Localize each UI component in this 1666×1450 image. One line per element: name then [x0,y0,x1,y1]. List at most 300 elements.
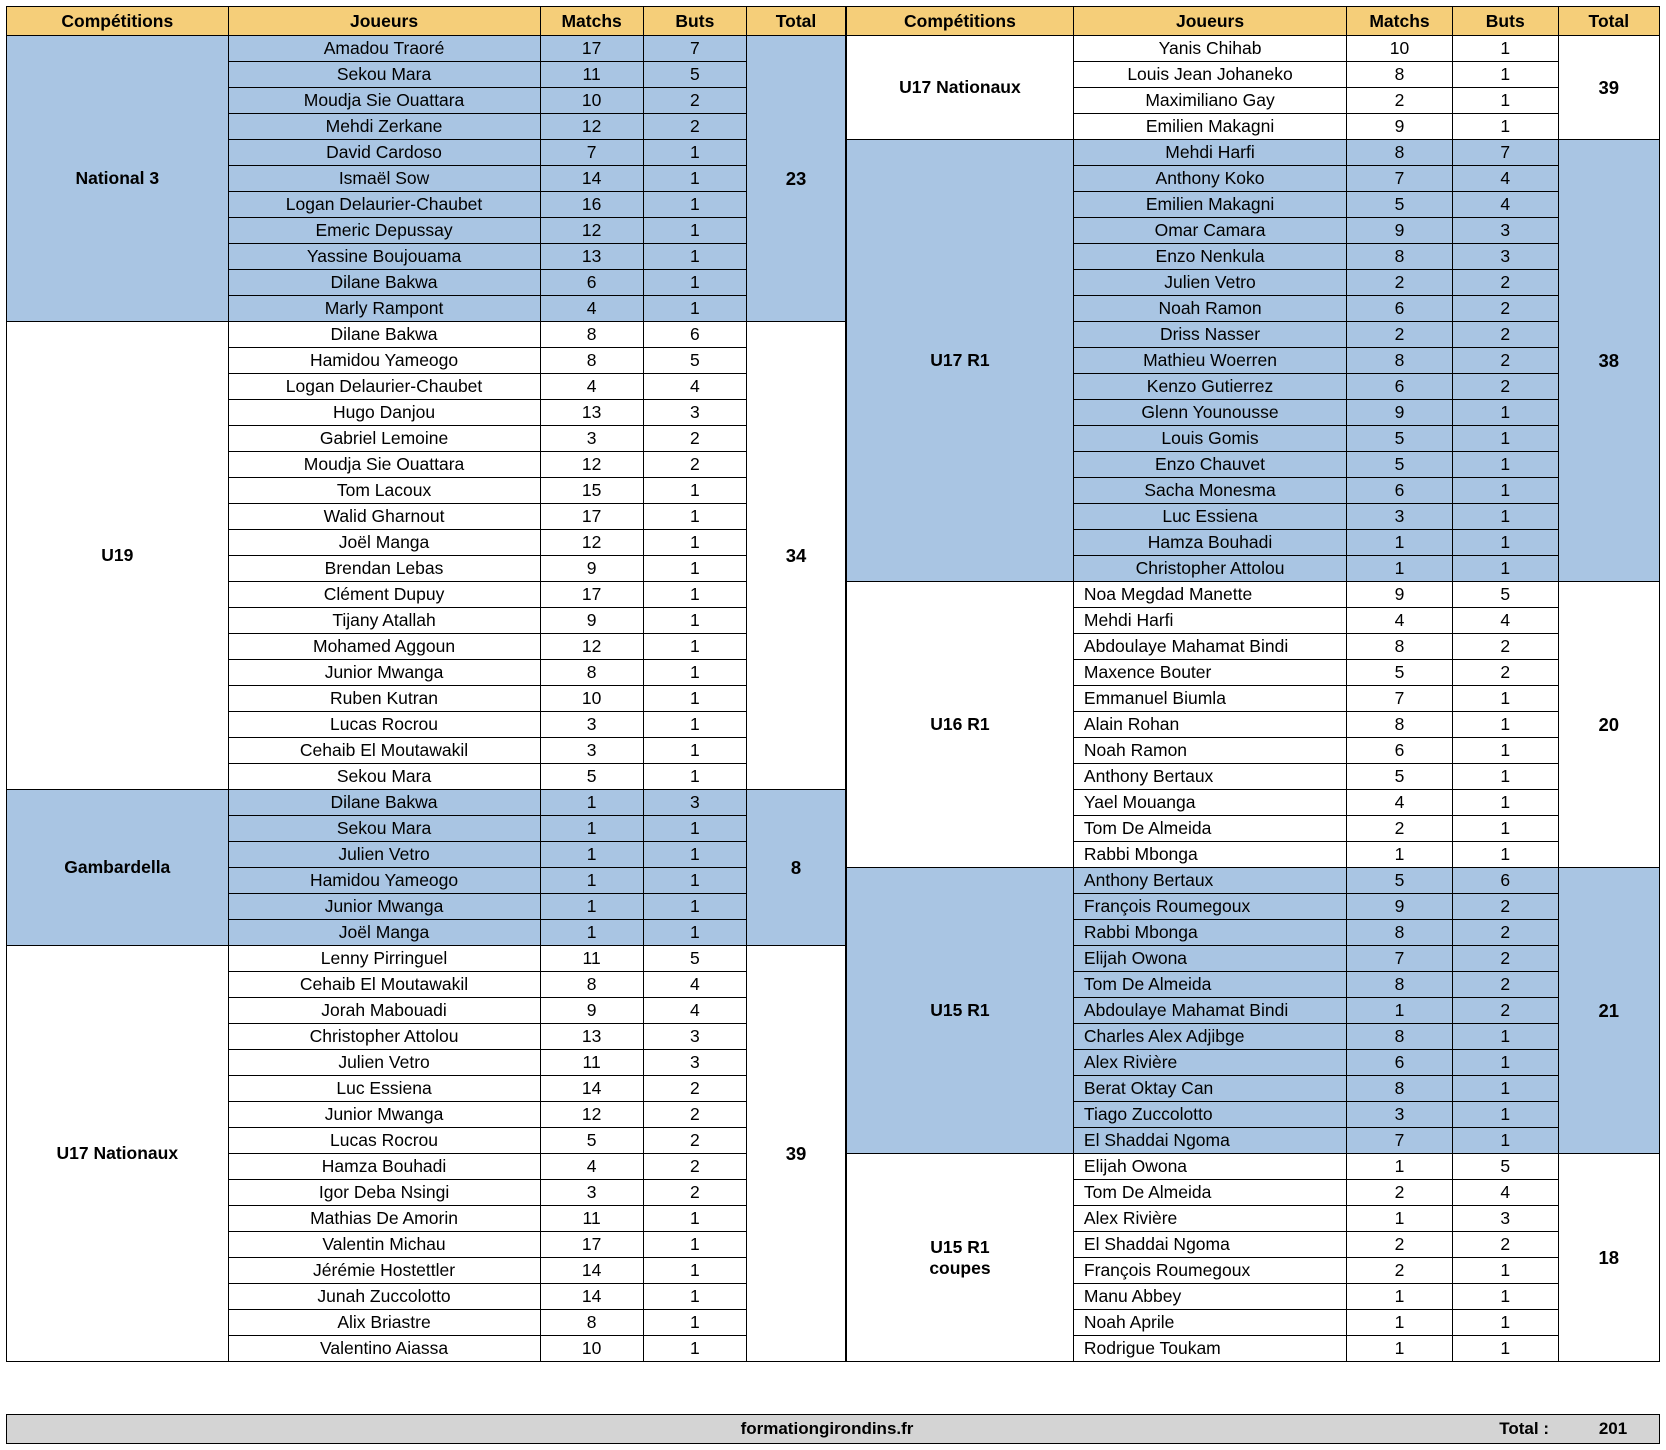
table-row [7,322,846,348]
group-total-cell: 18 [1558,1154,1659,1362]
player-name-cell: Tom De Almeida [1073,1180,1346,1206]
left-header-row [7,7,846,36]
competition-cell: U15 R1 [847,868,1074,1154]
matches-cell: 8 [1347,348,1453,374]
player-name-cell: Emilien Makagni [1073,192,1346,218]
goals-cell: 1 [1452,764,1558,790]
matches-cell: 4 [1347,608,1453,634]
player-name-cell: Alex Rivière [1073,1206,1346,1232]
goals-cell: 1 [1452,1336,1558,1362]
matches-cell: 7 [540,140,643,166]
matches-cell: 5 [1347,452,1453,478]
goals-cell: 4 [1452,608,1558,634]
left-table-wrapper [6,6,846,1362]
goals-cell: 5 [643,348,746,374]
matches-cell: 4 [540,374,643,400]
goals-cell: 3 [643,400,746,426]
matches-cell: 8 [1347,920,1453,946]
player-name-cell: Joël Manga [228,530,540,556]
goals-cell: 1 [1452,790,1558,816]
matches-cell: 3 [540,712,643,738]
goals-cell: 4 [643,972,746,998]
grand-total-value: 201 [1598,1419,1628,1438]
player-name-cell: Julien Vetro [228,842,540,868]
goals-cell: 5 [1452,582,1558,608]
player-name-cell: El Shaddai Ngoma [1073,1128,1346,1154]
player-name-cell: Sacha Monesma [1073,478,1346,504]
goals-cell: 1 [643,530,746,556]
matches-cell: 13 [540,1024,643,1050]
player-name-cell: Tom De Almeida [1073,816,1346,842]
player-name-cell: Clément Dupuy [228,582,540,608]
player-name-cell: Alain Rohan [1073,712,1346,738]
player-name-cell: Maximiliano Gay [1073,88,1346,114]
player-name-cell: Dilane Bakwa [228,270,540,296]
goals-cell: 2 [1452,348,1558,374]
matches-cell: 9 [1347,400,1453,426]
matches-cell: 8 [1347,1024,1453,1050]
goals-cell: 2 [1452,374,1558,400]
player-name-cell: Elijah Owona [1073,946,1346,972]
goals-cell: 2 [643,1102,746,1128]
goals-cell: 1 [1452,712,1558,738]
player-name-cell: David Cardoso [228,140,540,166]
player-name-cell: Alix Briastre [228,1310,540,1336]
player-name-cell: Louis Gomis [1073,426,1346,452]
matches-cell: 12 [540,634,643,660]
player-name-cell: Valentin Michau [228,1232,540,1258]
goals-cell: 2 [643,1180,746,1206]
matches-cell: 3 [1347,504,1453,530]
matches-cell: 12 [540,1102,643,1128]
goals-cell: 1 [1452,114,1558,140]
goals-cell: 1 [643,1206,746,1232]
goals-cell: 2 [1452,1232,1558,1258]
player-name-cell: Sekou Mara [228,816,540,842]
header-goals: Buts [643,7,746,36]
matches-cell: 2 [1347,816,1453,842]
player-name-cell: Anthony Koko [1073,166,1346,192]
matches-cell: 2 [1347,88,1453,114]
right-table-body [847,36,1660,1362]
matches-cell: 1 [1347,556,1453,582]
matches-cell: 1 [1347,1284,1453,1310]
goals-cell: 2 [643,88,746,114]
player-name-cell: Mathias De Amorin [228,1206,540,1232]
player-name-cell: Lucas Rocrou [228,1128,540,1154]
player-name-cell: Cehaib El Moutawakil [228,972,540,998]
table-row [847,868,1660,894]
player-name-cell: Charles Alex Adjibge [1073,1024,1346,1050]
group-total-cell: 8 [747,790,846,946]
player-name-cell: Walid Gharnout [228,504,540,530]
goals-cell: 1 [643,556,746,582]
matches-cell: 1 [1347,1310,1453,1336]
player-name-cell: Abdoulaye Mahamat Bindi [1073,998,1346,1024]
goals-cell: 1 [1452,1310,1558,1336]
player-name-cell: Elijah Owona [1073,1154,1346,1180]
player-name-cell: Yassine Boujouama [228,244,540,270]
goals-cell: 4 [1452,192,1558,218]
player-name-cell: Hamza Bouhadi [228,1154,540,1180]
matches-cell: 16 [540,192,643,218]
player-name-cell: Glenn Younousse [1073,400,1346,426]
matches-cell: 8 [1347,1076,1453,1102]
matches-cell: 17 [540,1232,643,1258]
matches-cell: 3 [540,738,643,764]
matches-cell: 9 [1347,114,1453,140]
matches-cell: 2 [1347,322,1453,348]
header-matches: Matchs [540,7,643,36]
goals-cell: 1 [1452,842,1558,868]
table-row [847,1154,1660,1180]
competition-cell [847,1154,1074,1362]
matches-cell: 8 [540,322,643,348]
goals-cell: 1 [643,1232,746,1258]
matches-cell: 11 [540,1050,643,1076]
goals-cell: 1 [1452,738,1558,764]
goals-cell: 1 [643,296,746,322]
player-name-cell: Hamidou Yameogo [228,348,540,374]
goals-cell: 1 [643,660,746,686]
goals-cell: 6 [643,322,746,348]
matches-cell: 8 [540,1310,643,1336]
goals-cell: 1 [643,686,746,712]
goals-cell: 1 [1452,504,1558,530]
matches-cell: 5 [540,764,643,790]
goals-cell: 1 [643,894,746,920]
matches-cell: 5 [1347,426,1453,452]
player-name-cell: Yanis Chihab [1073,36,1346,62]
player-name-cell: Tom De Almeida [1073,972,1346,998]
matches-cell: 6 [1347,374,1453,400]
matches-cell: 7 [1347,946,1453,972]
goals-cell: 1 [1452,816,1558,842]
matches-cell: 6 [1347,1050,1453,1076]
matches-cell: 11 [540,946,643,972]
table-row [847,36,1660,62]
player-name-cell: Julien Vetro [1073,270,1346,296]
matches-cell: 13 [540,400,643,426]
goals-cell: 2 [1452,946,1558,972]
player-name-cell: Berat Oktay Can [1073,1076,1346,1102]
player-name-cell: Hugo Danjou [228,400,540,426]
goals-cell: 1 [643,816,746,842]
goals-cell: 1 [643,1336,746,1362]
player-name-cell: Ismaël Sow [228,166,540,192]
matches-cell: 9 [540,608,643,634]
goals-cell: 1 [1452,530,1558,556]
matches-cell: 5 [540,1128,643,1154]
player-name-cell: Hamza Bouhadi [1073,530,1346,556]
goals-cell: 1 [1452,556,1558,582]
goals-cell: 5 [643,946,746,972]
player-name-cell: Noah Ramon [1073,738,1346,764]
matches-cell: 2 [1347,1180,1453,1206]
matches-cell: 5 [1347,868,1453,894]
matches-cell: 10 [540,1336,643,1362]
grand-total-label: Total : [1499,1419,1549,1438]
matches-cell: 14 [540,1258,643,1284]
goals-cell: 1 [643,504,746,530]
competition-cell: U17 Nationaux [847,36,1074,140]
player-name-cell: Rabbi Mbonga [1073,920,1346,946]
goals-cell: 4 [1452,1180,1558,1206]
matches-cell: 6 [1347,296,1453,322]
goals-cell: 1 [643,738,746,764]
player-name-cell: Emilien Makagni [1073,114,1346,140]
matches-cell: 2 [1347,1258,1453,1284]
goals-cell: 2 [643,426,746,452]
matches-cell: 1 [540,816,643,842]
goals-cell: 1 [1452,1128,1558,1154]
matches-cell: 3 [540,426,643,452]
matches-cell: 9 [1347,582,1453,608]
goals-cell: 3 [643,1024,746,1050]
player-name-cell: Emmanuel Biumla [1073,686,1346,712]
player-name-cell: Rodrigue Toukam [1073,1336,1346,1362]
matches-cell: 7 [1347,1128,1453,1154]
goals-cell: 5 [643,62,746,88]
header-matches: Matchs [1347,7,1453,36]
player-name-cell: El Shaddai Ngoma [1073,1232,1346,1258]
player-name-cell: Logan Delaurier-Chaubet [228,374,540,400]
competition-cell: U17 Nationaux [7,946,229,1362]
player-name-cell: Brendan Lebas [228,556,540,582]
matches-cell: 10 [540,686,643,712]
player-name-cell: Mohamed Aggoun [228,634,540,660]
header-total: Total [747,7,846,36]
matches-cell: 4 [540,296,643,322]
group-total-cell: 21 [1558,868,1659,1154]
goals-cell: 2 [1452,660,1558,686]
goals-cell: 3 [643,790,746,816]
table-row [7,36,846,62]
matches-cell: 12 [540,114,643,140]
matches-cell: 11 [540,1206,643,1232]
player-name-cell: Kenzo Gutierrez [1073,374,1346,400]
goals-cell: 2 [643,1128,746,1154]
player-name-cell: Junior Mwanga [228,894,540,920]
player-name-cell: Noa Megdad Manette [1073,582,1346,608]
matches-cell: 1 [540,790,643,816]
goals-cell: 1 [643,712,746,738]
player-name-cell: Driss Nasser [1073,322,1346,348]
matches-cell: 10 [1347,36,1453,62]
player-name-cell: Ruben Kutran [228,686,540,712]
matches-cell: 1 [540,920,643,946]
goals-cell: 2 [1452,634,1558,660]
matches-cell: 14 [540,166,643,192]
right-header-row [847,7,1660,36]
matches-cell: 1 [1347,530,1453,556]
player-name-cell: François Roumegoux [1073,894,1346,920]
goals-cell: 3 [1452,218,1558,244]
matches-cell: 10 [540,88,643,114]
matches-cell: 13 [540,244,643,270]
goals-cell: 2 [643,1076,746,1102]
matches-cell: 4 [1347,790,1453,816]
player-name-cell: Noah Ramon [1073,296,1346,322]
goals-cell: 1 [643,270,746,296]
matches-cell: 8 [540,348,643,374]
player-name-cell: Marly Rampont [228,296,540,322]
goals-cell: 3 [1452,244,1558,270]
goals-cell: 1 [1452,1102,1558,1128]
goals-cell: 1 [1452,686,1558,712]
goals-cell: 1 [1452,88,1558,114]
goals-cell: 2 [1452,322,1558,348]
player-name-cell: Igor Deba Nsingi [228,1180,540,1206]
goals-cell: 1 [643,764,746,790]
matches-cell: 6 [1347,738,1453,764]
competition-label-line2: coupes [929,1257,991,1278]
player-name-cell: Valentino Aiassa [228,1336,540,1362]
competition-label-line1: U15 R1 [930,1236,990,1257]
player-name-cell: Abdoulaye Mahamat Bindi [1073,634,1346,660]
player-name-cell: Jorah Mabouadi [228,998,540,1024]
header-players: Joueurs [1073,7,1346,36]
matches-cell: 9 [540,556,643,582]
goals-cell: 1 [643,1284,746,1310]
table-row [847,140,1660,166]
matches-cell: 8 [1347,62,1453,88]
goals-cell: 3 [1452,1206,1558,1232]
goals-cell: 1 [1452,478,1558,504]
right-table-wrapper [846,6,1660,1362]
player-name-cell: Anthony Bertaux [1073,868,1346,894]
matches-cell: 7 [1347,166,1453,192]
player-name-cell: Moudja Sie Ouattara [228,452,540,478]
player-name-cell: Amadou Traoré [228,36,540,62]
matches-cell: 9 [1347,894,1453,920]
matches-cell: 7 [1347,686,1453,712]
goals-cell: 7 [1452,140,1558,166]
goals-cell: 2 [1452,296,1558,322]
player-name-cell: Logan Delaurier-Chaubet [228,192,540,218]
matches-cell: 17 [540,504,643,530]
goals-cell: 1 [643,478,746,504]
goals-cell: 1 [1452,452,1558,478]
player-name-cell: Jérémie Hostettler [228,1258,540,1284]
competition-cell: U19 [7,322,229,790]
matches-cell: 6 [540,270,643,296]
goals-cell: 1 [1452,36,1558,62]
player-name-cell: Sekou Mara [228,62,540,88]
group-total-cell: 38 [1558,140,1659,582]
player-name-cell: Joël Manga [228,920,540,946]
matches-cell: 9 [1347,218,1453,244]
goals-cell: 1 [643,1258,746,1284]
left-table-body [7,36,846,1362]
matches-cell: 2 [1347,270,1453,296]
site-credit: formationgirondins.fr [740,1419,914,1438]
player-name-cell: Dilane Bakwa [228,322,540,348]
tables-container [6,6,1660,1362]
player-name-cell: Anthony Bertaux [1073,764,1346,790]
matches-cell: 2 [1347,1232,1453,1258]
goals-cell: 2 [1452,894,1558,920]
goals-cell: 1 [1452,1284,1558,1310]
goals-cell: 1 [643,140,746,166]
player-name-cell: Christopher Attolou [228,1024,540,1050]
player-name-cell: Gabriel Lemoine [228,426,540,452]
matches-cell: 14 [540,1284,643,1310]
player-name-cell: Sekou Mara [228,764,540,790]
matches-cell: 1 [1347,842,1453,868]
player-name-cell: Julien Vetro [228,1050,540,1076]
goals-cell: 1 [1452,1258,1558,1284]
goals-cell: 2 [643,1154,746,1180]
matches-cell: 14 [540,1076,643,1102]
goals-cell: 2 [1452,920,1558,946]
player-name-cell: Moudja Sie Ouattara [228,88,540,114]
goals-cell: 4 [1452,166,1558,192]
goals-cell: 1 [643,582,746,608]
matches-cell: 15 [540,478,643,504]
player-name-cell: Emeric Depussay [228,218,540,244]
group-total-cell: 23 [747,36,846,322]
matches-cell: 4 [540,1154,643,1180]
player-name-cell: Hamidou Yameogo [228,868,540,894]
goals-cell: 1 [1452,1050,1558,1076]
player-name-cell: Enzo Nenkula [1073,244,1346,270]
goals-cell: 2 [643,114,746,140]
goals-cell: 1 [643,244,746,270]
matches-cell: 1 [540,894,643,920]
player-name-cell: Tom Lacoux [228,478,540,504]
goals-cell: 6 [1452,868,1558,894]
player-name-cell: Cehaib El Moutawakil [228,738,540,764]
player-name-cell: Louis Jean Johaneko [1073,62,1346,88]
matches-cell: 8 [1347,634,1453,660]
matches-cell: 1 [1347,1206,1453,1232]
player-name-cell: Omar Camara [1073,218,1346,244]
matches-cell: 1 [1347,1154,1453,1180]
matches-cell: 8 [1347,712,1453,738]
group-total-cell: 39 [747,946,846,1362]
goals-cell: 5 [1452,1154,1558,1180]
goals-cell: 2 [1452,972,1558,998]
player-name-cell: Junah Zuccolotto [228,1284,540,1310]
goals-cell: 4 [643,998,746,1024]
goals-cell: 1 [643,218,746,244]
matches-cell: 11 [540,62,643,88]
competition-cell: U16 R1 [847,582,1074,868]
goals-cell: 1 [1452,62,1558,88]
matches-cell: 5 [1347,660,1453,686]
header-competition: Compétitions [7,7,229,36]
group-total-cell: 34 [747,322,846,790]
matches-cell: 12 [540,218,643,244]
matches-cell: 8 [540,972,643,998]
goals-cell: 1 [1452,400,1558,426]
group-total-cell: 39 [1558,36,1659,140]
goals-cell: 1 [643,608,746,634]
player-name-cell: Mehdi Zerkane [228,114,540,140]
goals-cell: 7 [643,36,746,62]
player-name-cell: Yael Mouanga [1073,790,1346,816]
player-name-cell: Maxence Bouter [1073,660,1346,686]
matches-cell: 6 [1347,478,1453,504]
player-name-cell: Rabbi Mbonga [1073,842,1346,868]
goals-cell: 2 [643,452,746,478]
matches-cell: 1 [540,868,643,894]
goals-cell: 1 [643,634,746,660]
header-goals: Buts [1452,7,1558,36]
player-name-cell: Junior Mwanga [228,1102,540,1128]
player-name-cell: Dilane Bakwa [228,790,540,816]
